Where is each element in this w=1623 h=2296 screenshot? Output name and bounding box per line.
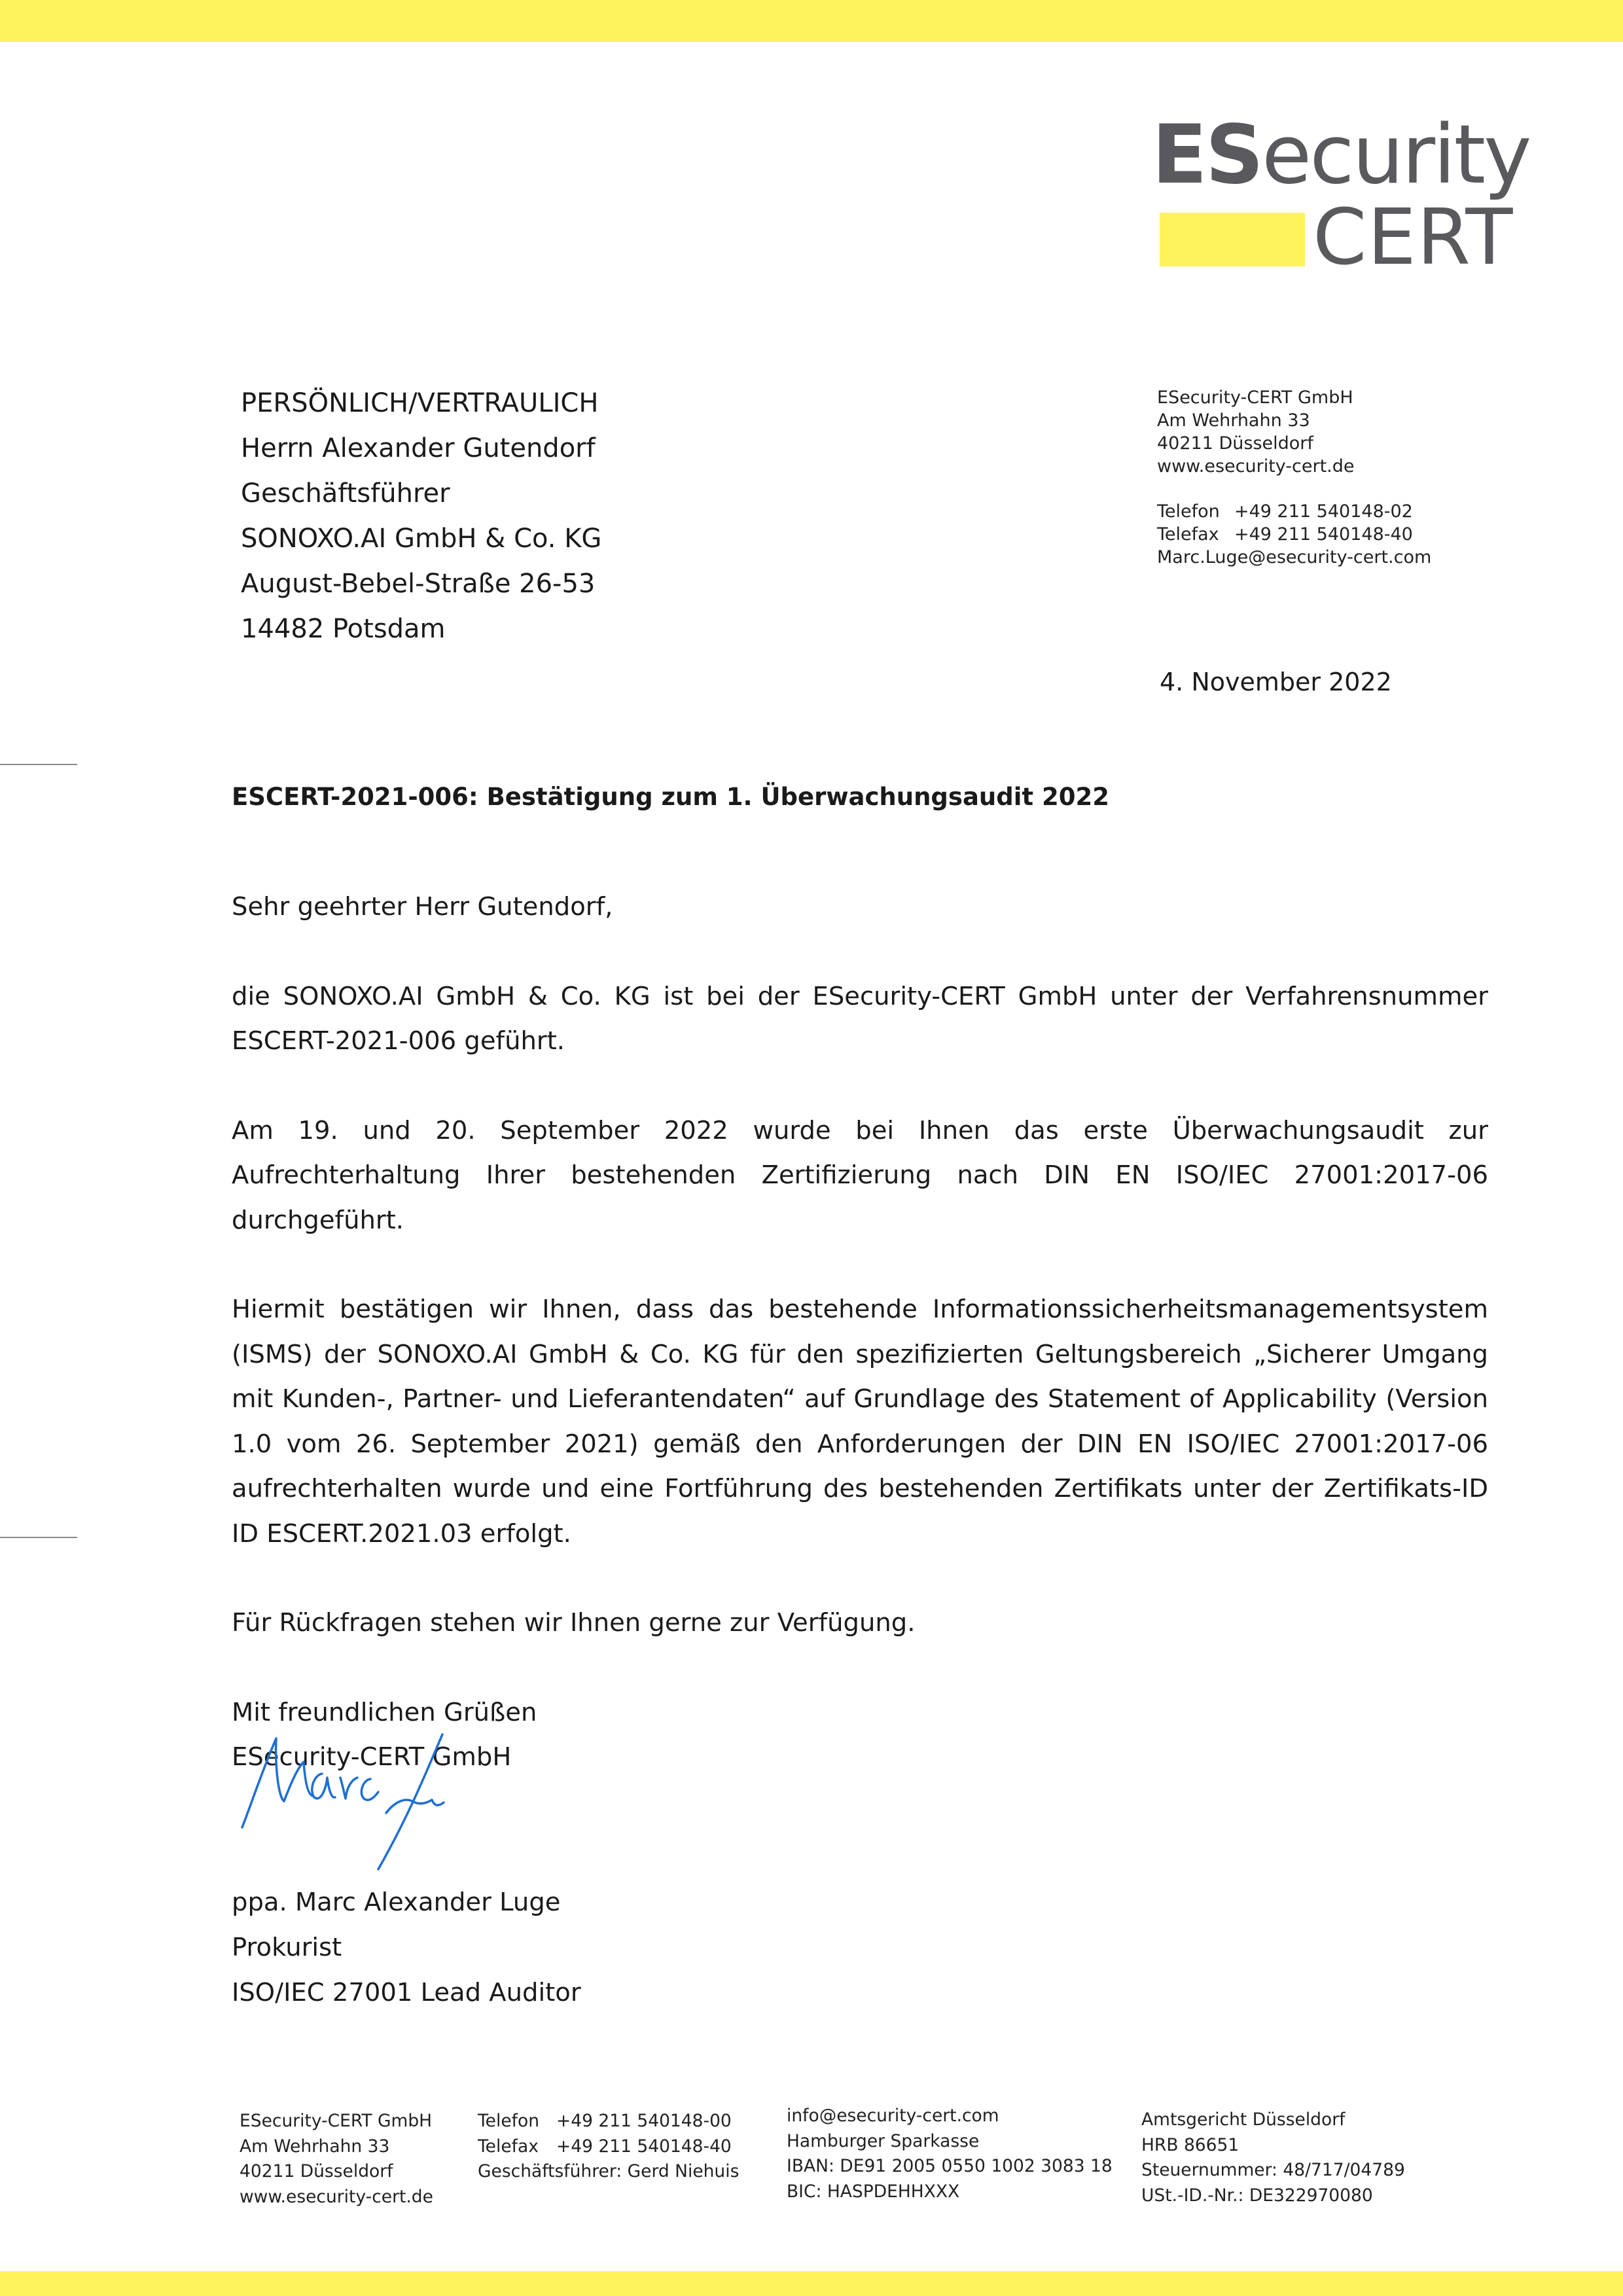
logo-cert-text: CERT bbox=[1313, 192, 1514, 282]
salutation: Sehr geehrter Herr Gutendorf, bbox=[232, 892, 613, 922]
recipient-line: August-Bebel-Straße 26-53 bbox=[241, 569, 596, 599]
letter-date: 4. November 2022 bbox=[1160, 668, 1392, 696]
recipient-line: Herrn Alexander Gutendorf bbox=[241, 433, 596, 463]
footer-bank: info@esecurity-cert.com Hamburger Sparkasse IBAN: DE91 2005 0550 1002 3083 18 BIC: HASPDEHHXXX bbox=[787, 2106, 1113, 2202]
signer-block bbox=[232, 1880, 581, 2015]
signer-role: Prokurist bbox=[232, 1933, 342, 1962]
logo-wordmark: ESecurity bbox=[1152, 108, 1530, 202]
body-paragraph: die SONOXO.AI GmbH & Co. KG ist bei der ESecurity-CERT GmbH unter der Verfahrensnummer ESCERT-2021-006 geführt. bbox=[232, 981, 1488, 1056]
signer-title: ISO/IEC 27001 Lead Auditor bbox=[232, 1978, 581, 2007]
closing: Mit freundlichen Grüßen bbox=[232, 1697, 537, 1727]
recipient-line: 14482 Potsdam bbox=[241, 614, 446, 644]
bottom-yellow-band bbox=[0, 2271, 1623, 2296]
sender-block bbox=[1157, 386, 1431, 569]
signer-name: ppa. Marc Alexander Luge bbox=[232, 1888, 561, 1917]
recipient-line: Geschäftsführer bbox=[241, 478, 450, 509]
sender-fax: Telefax +49 211 540148-40 bbox=[1157, 524, 1413, 545]
recipient-line: SONOXO.AI GmbH & Co. KG bbox=[241, 524, 602, 554]
sender-city: 40211 Düsseldorf bbox=[1157, 433, 1313, 454]
top-yellow-band bbox=[0, 0, 1623, 42]
sender-phone: Telefon +49 211 540148-02 bbox=[1157, 501, 1413, 522]
letter-subject: ESCERT-2021-006: Bestätigung zum 1. Überwachungsaudit 2022 bbox=[232, 783, 1109, 811]
footer-registry: Amtsgericht Düsseldorf HRB 86651 Steuernummer: 48/717/04789 USt.-ID.-Nr.: DE322970080 bbox=[1141, 2109, 1405, 2206]
body-paragraph: Am 19. und 20. September 2022 wurde bei Ihnen das erste Überwachungsaudit zur Aufrechterhaltung Ihrer bestehenden Zertifizierung nach DIN EN ISO/IEC 27001:2017-06 durchgeführt. bbox=[232, 1115, 1488, 1235]
closing-company: ESecurity-CERT GmbH bbox=[232, 1742, 512, 1772]
fold-mark-bottom bbox=[0, 1537, 77, 1538]
recipient-address bbox=[241, 381, 601, 652]
handwritten-signature bbox=[236, 1729, 445, 1873]
letter-body bbox=[232, 885, 1488, 1825]
fold-mark-top bbox=[0, 764, 77, 765]
body-paragraph: Hiermit bestätigen wir Ihnen, dass das bestehende Informationssicherheitsmanagementsystem (ISMS) der SONOXO.AI GmbH & Co. KG für den spezifizierten Geltungsbereich „Sicherer Umgang mit Kunden-, Partner- und Lieferantendaten“ auf Grundlage des Statement of Applicability (Version 1.0 vom 26. September 2021) gemäß den Anforderungen der DIN EN ISO/IEC 27001:2017-06 aufrechterhalten wurde und eine Fortführung des bestehenden Zertifikats unter der Zertifikats-ID ID ESCERT.2021.03 erfolgt. bbox=[232, 1295, 1488, 1549]
logo-yellow-bar bbox=[1160, 213, 1305, 266]
sender-street: Am Wehrhahn 33 bbox=[1157, 410, 1310, 431]
sender-web: www.esecurity-cert.de bbox=[1157, 456, 1355, 476]
footer-contact: Telefon +49 211 540148-00 Telefax +49 211 540148-40 Geschäftsführer: Gerd Niehuis bbox=[478, 2111, 740, 2181]
sender-email: Marc.Luge@esecurity-cert.com bbox=[1157, 547, 1432, 567]
footer-address: ESecurity-CERT GmbH Am Wehrhahn 33 40211 Düsseldorf www.esecurity-cert.de bbox=[240, 2111, 433, 2207]
recipient-line: PERSÖNLICH/VERTRAULICH bbox=[241, 388, 599, 418]
body-paragraph: Für Rückfragen stehen wir Ihnen gerne zur Verfügung. bbox=[232, 1608, 916, 1638]
sender-company: ESecurity-CERT GmbH bbox=[1157, 387, 1353, 408]
company-logo bbox=[1152, 108, 1530, 282]
